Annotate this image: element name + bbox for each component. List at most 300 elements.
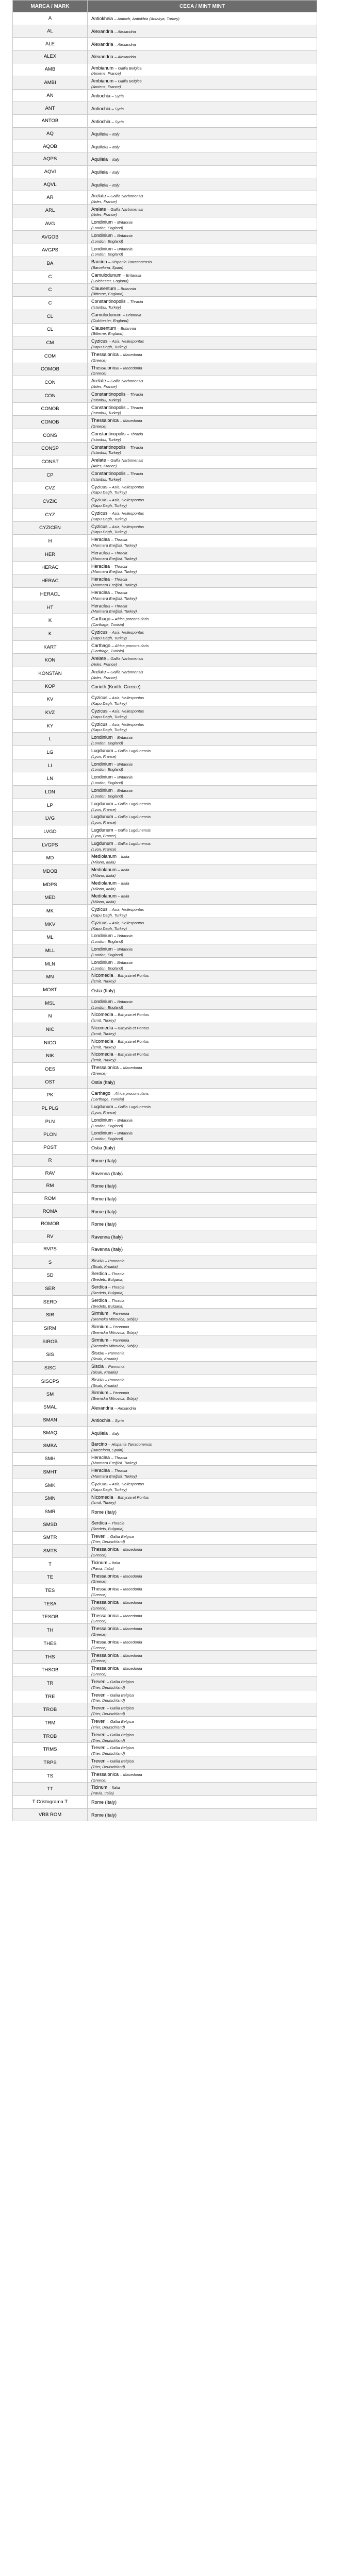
mint-location-cell	[88, 1269, 317, 1282]
mint-mark-cell: TT	[13, 1783, 88, 1796]
mint-location-cell	[88, 1335, 317, 1348]
mint-location-cell	[88, 102, 317, 115]
mint-modern-location: (Sremska Mitrovica, Srbija)	[91, 1343, 138, 1348]
table-row	[13, 1479, 317, 1492]
mint-name: Alexandria	[91, 41, 113, 47]
mint-name: Thessalonica	[91, 365, 119, 370]
mint-name: Londinium	[91, 959, 113, 965]
mint-name: Treveri	[91, 1732, 106, 1737]
mint-location-cell	[88, 376, 317, 389]
mint-province: – Macedonia	[120, 1772, 142, 1777]
mint-name: Arelate	[91, 193, 106, 198]
mint-modern-location: (London, England)	[91, 793, 123, 799]
mint-mark-cell: AVGPS	[13, 244, 88, 257]
mint-name: Ostia (Italy)	[91, 988, 116, 993]
mint-location-cell	[88, 1427, 317, 1439]
mint-mark-cell: ROMA	[13, 1205, 88, 1218]
table-row	[13, 1243, 317, 1256]
mint-location-cell	[88, 349, 317, 363]
mint-modern-location: (Sremska Mitrovica, Srbija)	[91, 1330, 138, 1335]
mint-province: – Gallia Belgica	[114, 79, 142, 84]
mint-province: – Thracia	[111, 590, 127, 595]
mint-name: Ticinum	[91, 1560, 108, 1565]
mint-mark-cell: TE	[13, 1571, 88, 1584]
mint-name: Londinium	[91, 774, 113, 780]
mint-modern-location: (Marmara Ereğlisi, Turkey)	[91, 1474, 137, 1479]
mint-province: – Italia	[118, 894, 129, 899]
mint-name: Constantinopolis	[91, 391, 126, 397]
mint-mark-cell: ANTOB	[13, 115, 88, 128]
table-row	[13, 1167, 317, 1180]
mint-location-cell	[88, 257, 317, 270]
mint-modern-location: (Trier, Deutschland)	[91, 1698, 125, 1703]
mint-mark-cell: CM	[13, 336, 88, 350]
mint-location-cell	[88, 1783, 317, 1796]
mint-location-cell	[88, 1230, 317, 1243]
mint-location-cell	[88, 1388, 317, 1401]
mint-modern-location: (Greece)	[91, 1553, 107, 1558]
mint-mark-cell: KOP	[13, 680, 88, 693]
mint-location-cell	[88, 1677, 317, 1690]
mint-mark-cell: LVGPS	[13, 838, 88, 852]
table-row	[13, 693, 317, 706]
mint-location-cell	[88, 1650, 317, 1664]
table-row	[13, 852, 317, 865]
mint-name: Corinth (Korith, Greece)	[91, 684, 141, 690]
mint-location-cell	[88, 217, 317, 231]
table-row	[13, 297, 317, 310]
mint-name: Serdica	[91, 1271, 107, 1277]
mint-name: Treveri	[91, 1533, 106, 1539]
mint-mark-cell: C	[13, 297, 88, 310]
mint-modern-location: (Pavia, Italia)	[91, 1791, 114, 1796]
mint-modern-location: (Greece)	[91, 1645, 107, 1650]
mint-mark-cell: SIRM	[13, 1322, 88, 1335]
mint-name: Treveri	[91, 1705, 106, 1711]
mint-name: Treveri	[91, 1679, 106, 1685]
table-row	[13, 508, 317, 521]
mint-name: Ticinum	[91, 1785, 108, 1790]
mint-name: Thessalonica	[91, 1613, 119, 1618]
mint-modern-location: (Sremska Mitrovica, Srbija)	[91, 1317, 138, 1322]
mint-name: Cyzicus	[91, 497, 108, 503]
table-row	[13, 1730, 317, 1743]
mint-name: Aquileia	[91, 1430, 108, 1436]
mint-mark-cell: CP	[13, 468, 88, 482]
mint-modern-location: (Trier, Deutschland)	[91, 1738, 125, 1743]
mint-province: – Asia, Hellespontus	[109, 696, 144, 701]
mint-modern-location: (Greece)	[91, 1071, 107, 1076]
mint-mark-cell: CON	[13, 376, 88, 389]
mint-modern-location: (Lyon, France)	[91, 754, 117, 759]
mint-mark-cell: AR	[13, 191, 88, 204]
mint-modern-location: (İzmit, Turkey)	[91, 1031, 116, 1036]
mint-name: Lugdunum	[91, 840, 113, 846]
mint-location-cell	[88, 1023, 317, 1037]
table-row	[13, 1309, 317, 1322]
mint-mark-cell: SIR	[13, 1309, 88, 1322]
table-row	[13, 1557, 317, 1571]
table-row	[13, 957, 317, 971]
mint-location-cell	[88, 1703, 317, 1717]
mint-mark-cell: MLL	[13, 944, 88, 958]
mint-name: Treveri	[91, 1692, 106, 1698]
mint-mark-cell: ML	[13, 931, 88, 944]
mint-province: – Britannia	[114, 761, 133, 767]
mint-province: – Britannia	[114, 934, 133, 939]
mint-province: – Gallia Narbonensis	[107, 656, 143, 662]
mint-modern-location: (Trier, Deutschland)	[91, 1539, 125, 1545]
table-row	[13, 363, 317, 376]
table-row	[13, 257, 317, 270]
mint-modern-location: (London, England)	[91, 952, 123, 957]
mint-province: – Italia	[108, 1560, 120, 1565]
mint-modern-location: (London, England)	[91, 1005, 123, 1010]
mint-mark-cell: H	[13, 535, 88, 548]
table-row	[13, 1205, 317, 1218]
mint-name: Ravenna (Italy)	[91, 1171, 123, 1176]
mint-location-cell	[88, 1414, 317, 1427]
mint-location-cell	[88, 878, 317, 891]
table-row	[13, 944, 317, 958]
mint-mark-cell: OES	[13, 1063, 88, 1076]
mint-mark-cell: CL	[13, 310, 88, 323]
mint-location-cell	[88, 1479, 317, 1492]
mint-mark-cell: THS	[13, 1650, 88, 1664]
mint-province: – Britannia	[114, 220, 133, 225]
mint-province: – Syria	[111, 106, 124, 111]
mint-location-cell	[88, 442, 317, 455]
mint-modern-location: (London, England)	[91, 767, 123, 772]
mint-mark-cell: S	[13, 1256, 88, 1269]
table-row	[13, 1192, 317, 1205]
mint-mark-cell: LN	[13, 772, 88, 786]
mint-name: Cyzicus	[91, 338, 108, 344]
mint-mark-cell: TH	[13, 1624, 88, 1637]
mint-name: Londinium	[91, 232, 113, 238]
mint-province: – Britannia	[114, 775, 133, 780]
mint-modern-location: (Arles, France)	[91, 212, 117, 217]
mint-location-cell	[88, 1076, 317, 1089]
mint-location-cell	[88, 1322, 317, 1335]
mint-name: Arelate	[91, 669, 106, 675]
mint-location-cell	[88, 521, 317, 535]
mint-mark-cell: SMH	[13, 1452, 88, 1466]
mint-province: – Syria	[111, 94, 124, 99]
mint-name: Constantinopolis	[91, 431, 126, 436]
mint-mark-cell: TES	[13, 1584, 88, 1598]
mint-mark-cell: SMAQ	[13, 1427, 88, 1439]
mint-name: Mediolanum	[91, 880, 117, 886]
mint-name: Thessalonica	[91, 418, 119, 423]
mint-province: – Britannia	[114, 1117, 133, 1123]
mint-mark-cell: ROM	[13, 1192, 88, 1205]
mint-mark-cell: PLON	[13, 1128, 88, 1142]
mint-name: Heraclea	[91, 577, 110, 582]
mint-province: – Gallia Narbonensis	[107, 458, 143, 463]
mint-location-cell	[88, 389, 317, 402]
table-row	[13, 1295, 317, 1309]
mint-mark-cell: SERD	[13, 1295, 88, 1309]
mint-province: – Gallia Lugdunensis	[114, 801, 151, 806]
table-row	[13, 1769, 317, 1783]
mint-name: Clausentum	[91, 325, 117, 331]
mint-location-cell	[88, 1743, 317, 1756]
mint-province: – Italia	[118, 854, 129, 859]
mint-mark-cell: Τ Cristograma Τ	[13, 1796, 88, 1809]
mint-name: Londinium	[91, 735, 113, 740]
mint-province: – Britannia	[114, 735, 133, 740]
mint-province: – Macedonia	[120, 1547, 142, 1552]
mint-mark-cell: POST	[13, 1142, 88, 1155]
table-row	[13, 719, 317, 733]
mint-province: – Alexandria	[114, 55, 136, 60]
mint-modern-location: (Trier, Deutschland)	[91, 1724, 125, 1730]
table-row	[13, 535, 317, 548]
mint-mark-cell: KART	[13, 640, 88, 654]
mint-province: – Africa proconsularis	[111, 643, 149, 648]
mint-province: – Pannonia	[105, 1377, 125, 1382]
mint-province: – Alexandria	[114, 29, 136, 35]
mint-location-cell	[88, 865, 317, 878]
mint-location-cell	[88, 204, 317, 217]
mint-name: Thessalonica	[91, 1065, 119, 1071]
mint-location-cell	[88, 1439, 317, 1452]
mint-location-cell	[88, 931, 317, 944]
mint-mark-cell: NIK	[13, 1049, 88, 1063]
mint-mark-cell: ARL	[13, 204, 88, 217]
mint-modern-location: (Colchester, England)	[91, 318, 129, 323]
mint-modern-location: (Amiens, France)	[91, 84, 121, 89]
mint-location-cell	[88, 191, 317, 204]
mint-mark-cell: MN	[13, 971, 88, 984]
mint-mark-cell: THSOB	[13, 1664, 88, 1677]
table-row	[13, 1142, 317, 1155]
mint-location-cell	[88, 812, 317, 825]
table-row	[13, 1414, 317, 1427]
table-row	[13, 1036, 317, 1049]
table-row	[13, 102, 317, 115]
mint-province: – Asia, Hellespontus	[109, 907, 144, 912]
table-row	[13, 1401, 317, 1414]
table-row	[13, 455, 317, 469]
mint-mark-cell: CVZIC	[13, 495, 88, 509]
mint-province: – Gallia Narbonensis	[107, 670, 143, 675]
mint-name: Cyzicus	[91, 523, 108, 529]
mint-mark-cell: KY	[13, 719, 88, 733]
table-row	[13, 878, 317, 891]
mint-mark-cell: HT	[13, 601, 88, 614]
mint-modern-location: (Istanbul, Turkey)	[91, 437, 121, 442]
mint-modern-location: (Milano, Italia)	[91, 886, 116, 891]
mint-mark-cell: MDPS	[13, 878, 88, 891]
mint-mark-cell: SIS	[13, 1348, 88, 1362]
mint-province: – Bithynia et Pontus	[114, 1052, 149, 1057]
mint-location-cell	[88, 310, 317, 323]
mint-name: Alexandria	[91, 1405, 113, 1411]
mint-mark-cell: MLN	[13, 957, 88, 971]
mint-modern-location: (Kapu Dagh, Turkey)	[91, 490, 127, 495]
mint-location-cell	[88, 944, 317, 958]
mint-modern-location: (Lyon, France)	[91, 1110, 117, 1115]
mint-modern-location: (London, England)	[91, 965, 123, 971]
mint-name: Constantinopolis	[91, 404, 126, 410]
mint-location-cell	[88, 63, 317, 76]
mint-province: – Gallia Lugdunensis	[114, 815, 151, 820]
mint-modern-location: (Greece)	[91, 1632, 107, 1637]
mint-location-cell	[88, 1796, 317, 1809]
mint-province: – Gallia Belgica	[114, 65, 142, 71]
mint-modern-location: (Arles, France)	[91, 464, 117, 469]
mint-province: – Britannia	[114, 947, 133, 952]
mint-name: Heraclea	[91, 1468, 110, 1473]
mint-province: – Thracia	[111, 537, 127, 543]
mint-mark-cell: TRM	[13, 1717, 88, 1730]
mint-name: Lugdunum	[91, 748, 113, 754]
mint-mark-cell: C	[13, 283, 88, 297]
mint-name: Rome (Italy)	[91, 1222, 117, 1227]
mint-mark-cell: HERAC	[13, 561, 88, 574]
mint-mark-cell: COM	[13, 349, 88, 363]
mint-province: – Pannonia	[109, 1311, 129, 1316]
table-row	[13, 1089, 317, 1102]
mint-modern-location: (Arles, France)	[91, 675, 117, 680]
mint-province: – Thracia	[111, 564, 127, 569]
mint-modern-location: (Greece)	[91, 1658, 107, 1664]
table-row	[13, 323, 317, 336]
mint-name: Serdica	[91, 1297, 107, 1303]
mint-modern-location: (Marmara Ereğlisi, Turkey)	[91, 609, 137, 614]
mint-location-cell	[88, 1167, 317, 1180]
mint-mark-cell: MDOB	[13, 865, 88, 878]
mint-location-cell	[88, 1036, 317, 1049]
mint-modern-location: (İzmit, Turkey)	[91, 1058, 116, 1063]
mint-name: Thessalonica	[91, 1547, 119, 1552]
mint-name: Londinium	[91, 1130, 113, 1136]
mint-location-cell	[88, 654, 317, 667]
mint-mark-cell: MED	[13, 891, 88, 905]
mint-province: – Syria	[111, 1418, 124, 1423]
table-row	[13, 310, 317, 323]
mint-location-cell	[88, 918, 317, 931]
mint-location-cell	[88, 1142, 317, 1155]
mint-province: – Gallia Belgica	[107, 1759, 134, 1764]
mint-modern-location: (Bitterne, England)	[91, 292, 124, 297]
mint-mark-cell: TROB	[13, 1730, 88, 1743]
table-row	[13, 50, 317, 63]
mint-name: Nicomedia	[91, 1038, 113, 1044]
mint-province: – Britannia	[114, 960, 133, 965]
mint-name: Cyzicus	[91, 510, 108, 516]
mint-location-cell	[88, 1518, 317, 1531]
mint-location-cell	[88, 270, 317, 283]
mint-location-cell	[88, 1505, 317, 1518]
mint-mark-cell: COMOB	[13, 363, 88, 376]
mint-mark-cell: AL	[13, 25, 88, 38]
mint-name: Antiochia	[91, 106, 111, 111]
mint-modern-location: (Greece)	[91, 371, 107, 376]
mint-modern-location: (Barcelona, Spain)	[91, 265, 124, 270]
mint-location-cell	[88, 786, 317, 799]
mint-location-cell	[88, 706, 317, 720]
mint-province: – Gallia Belgica	[107, 1692, 134, 1698]
mint-location-cell	[88, 1348, 317, 1362]
mint-location-cell	[88, 50, 317, 63]
mint-name: Londinium	[91, 946, 113, 952]
table-row	[13, 1531, 317, 1545]
mint-modern-location: (London, England)	[91, 939, 123, 944]
mint-mark-cell: SIROB	[13, 1335, 88, 1348]
table-row	[13, 1439, 317, 1452]
mint-location-cell	[88, 152, 317, 165]
mint-location-cell	[88, 1808, 317, 1821]
mint-name: Arelate	[91, 656, 106, 662]
table-row	[13, 1010, 317, 1023]
mint-mark-cell: C	[13, 270, 88, 283]
table-row	[13, 217, 317, 231]
mint-mark-cell: TESA	[13, 1597, 88, 1611]
mint-mark-cell: LVG	[13, 812, 88, 825]
table-row	[13, 402, 317, 416]
mint-province: – Thracia	[108, 1285, 125, 1290]
mint-name: Ravenna (Italy)	[91, 1247, 123, 1252]
mint-location-cell	[88, 1466, 317, 1479]
mint-mark-cell: CVZ	[13, 482, 88, 495]
mint-location-cell	[88, 746, 317, 759]
mint-location-cell	[88, 89, 317, 102]
mint-mark-cell: AQ	[13, 127, 88, 140]
mint-name: Thessalonica	[91, 1626, 119, 1632]
table-row	[13, 25, 317, 38]
mint-province: – Syria	[111, 119, 124, 124]
mint-province: – Gallia Belgica	[107, 1706, 134, 1711]
table-row	[13, 1624, 317, 1637]
table-row	[13, 588, 317, 601]
mint-modern-location: (Sredets, Bulgaria)	[91, 1526, 124, 1531]
mint-modern-location: (Kapu Dagh, Turkey)	[91, 926, 127, 931]
mint-location-cell	[88, 468, 317, 482]
mint-name: Nicomedia	[91, 1012, 113, 1018]
mint-name: Cyzicus	[91, 708, 108, 714]
table-row	[13, 1388, 317, 1401]
mint-province: – Thracia	[127, 445, 143, 450]
mint-province: – Thracia	[111, 550, 127, 555]
mint-name: Thessalonica	[91, 1666, 119, 1671]
table-row	[13, 772, 317, 786]
mint-province: – Asia, Hellespontus	[109, 511, 144, 516]
mint-mark-cell: PK	[13, 1089, 88, 1102]
table-row	[13, 127, 317, 140]
mint-name: Aquileia	[91, 144, 108, 149]
mint-province: – Macedonia	[120, 1666, 142, 1671]
mint-name: Arelate	[91, 378, 106, 384]
mint-name: Treveri	[91, 1745, 106, 1751]
mint-province: – Italy	[109, 157, 120, 162]
mint-mark-cell: AQPS	[13, 152, 88, 165]
mint-name: Heraclea	[91, 550, 110, 555]
mint-location-cell	[88, 548, 317, 561]
mint-modern-location: (Greece)	[91, 1777, 107, 1783]
mint-name: Cyzicus	[91, 630, 108, 635]
mint-province: – Hispania Tarraconensis	[108, 260, 152, 265]
mint-name: Thessalonica	[91, 1599, 119, 1605]
table-row	[13, 1545, 317, 1558]
mint-province: – Gallia Narbonensis	[107, 193, 143, 198]
mint-modern-location: (Kapu Dagh, Turkey)	[91, 727, 127, 733]
mint-province: – Britannia	[117, 326, 136, 331]
mint-province: – Asia, Hellespontus	[109, 524, 144, 529]
mint-province: – Gallia Belgica	[107, 1745, 134, 1751]
